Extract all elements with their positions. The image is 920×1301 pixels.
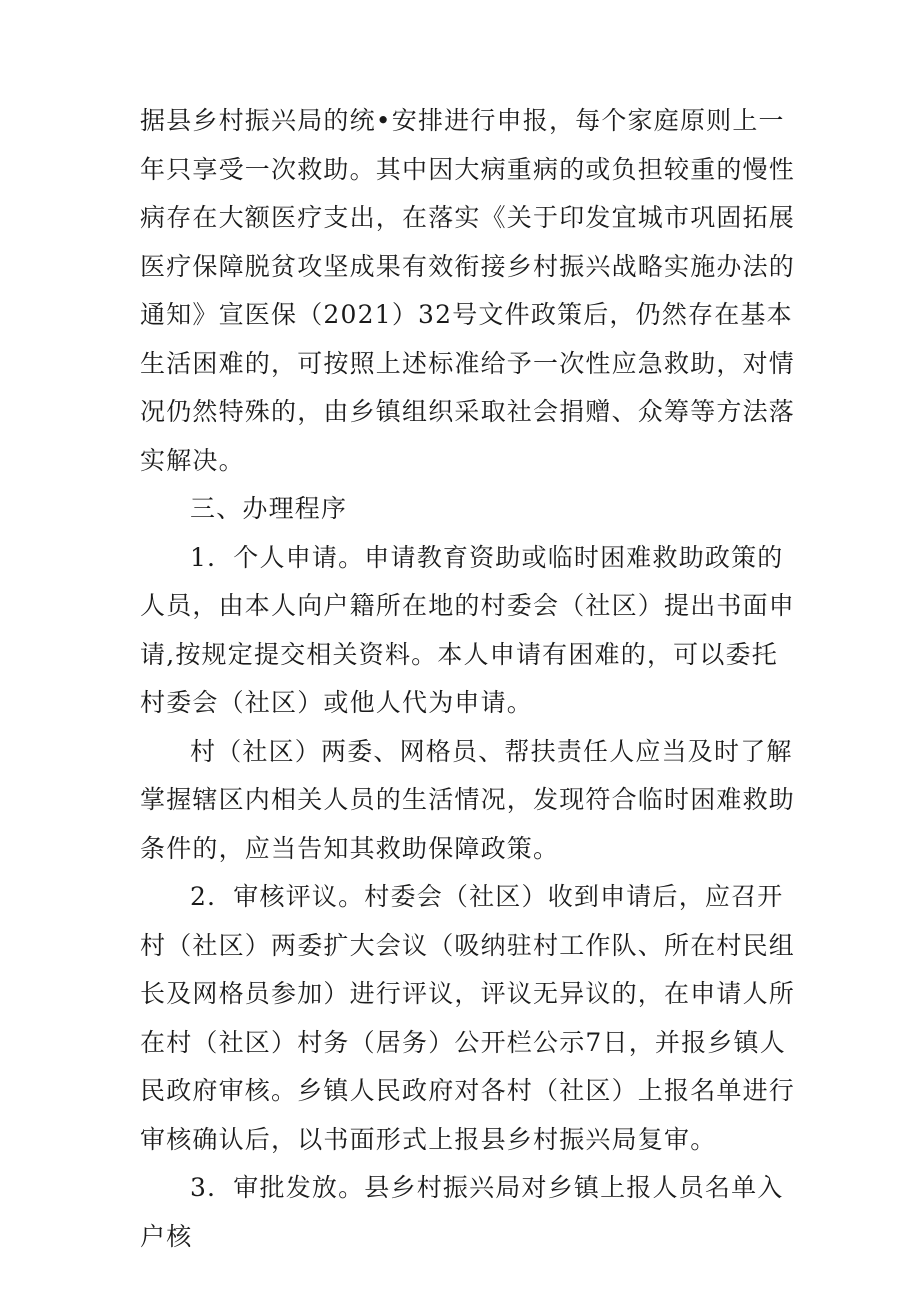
document-body xyxy=(140,97,795,1261)
paragraph-step-3-approval: 3．审批发放。县乡村振兴局对乡镇上报人员名单入户核 xyxy=(140,1173,784,1251)
section-heading-procedure: 三、办理程序 xyxy=(190,494,348,523)
paragraph-step-1-application: 1．个人申请。申请教育资助或临时困难救助政策的人员，由本人向户籍所在地的村委会（社区）提出书面申请,按规定提交相关资料。本人申请有困难的，可以委托村委会（社区）或他人代为申请。 xyxy=(140,542,796,717)
paragraph-continuation: 据县乡村振兴局的统•安排进行申报，每个家庭原则上一年只享受一次救助。其中因大病重病的或负担较重的慢性病存在大额医疗支出，在落实《关于印发宜城市巩固拓展医疗保障脱贫攻坚成果有效衔接乡村振兴战略实施办法的通知》宣医保（2021）32号文件政策后，仍然存在基本生活困难的，可按照上述标准给予一次性应急救助，对情况仍然特殊的，由乡镇组织采取社会捐赠、众筹等方法落实解决。 xyxy=(140,106,796,475)
paragraph-step-1-note: 村（社区）两委、网格员、帮扶责任人应当及时了解掌握辖区内相关人员的生活情况，发现符合临时困难救助条件的，应当告知其救助保障政策。 xyxy=(140,736,796,863)
paragraph-step-2-review: 2．审核评议。村委会（社区）收到申请后，应召开村（社区）两委扩大会议（吸纳驻村工作队、所在村民组长及网格员参加）进行评议，评议无异议的，在申请人所在村（社区）村务（居务）公开栏公示7日，并报乡镇人民政府审核。乡镇人民政府对各村（社区）上报名单进行审核确认后，以书面形式上报县乡村振兴局复审。 xyxy=(140,882,796,1154)
